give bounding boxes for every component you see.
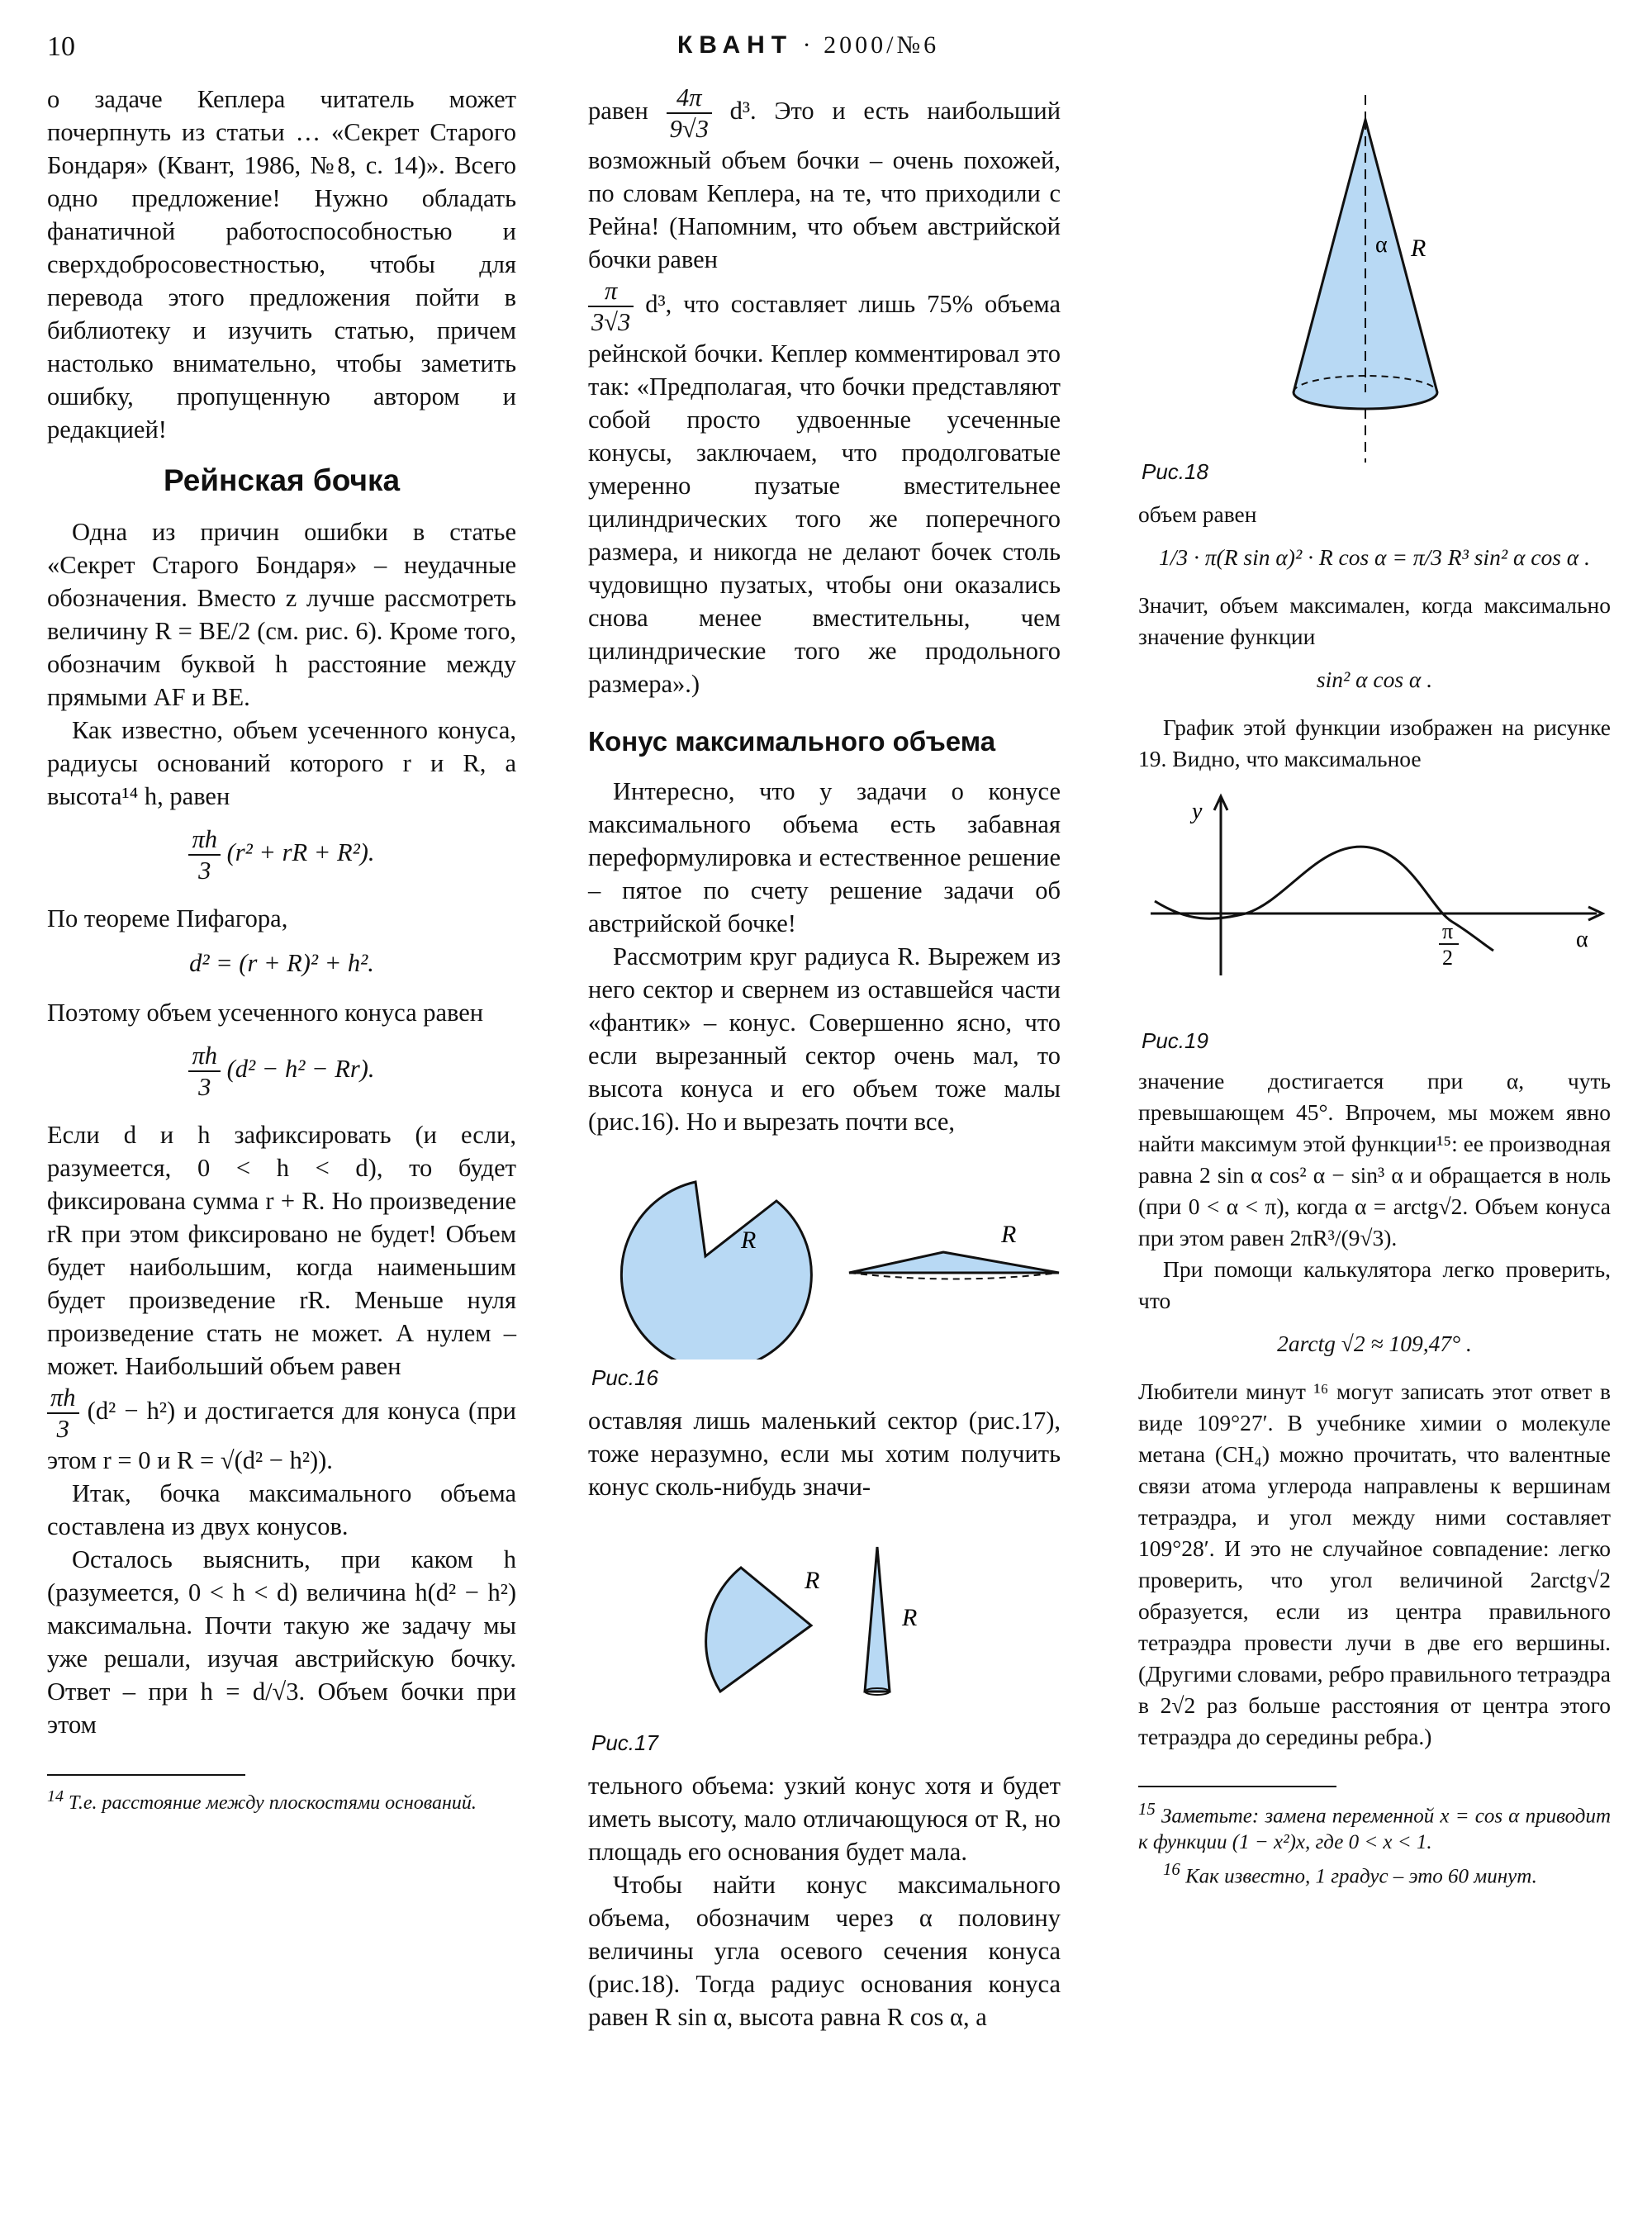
figure-19-graph — [1138, 790, 1611, 1029]
formula-volume-d — [47, 1041, 516, 1102]
paragraph: При помощи калькулятора легко проверить, что — [1138, 1256, 1611, 1313]
formula-function: sin² α cos α . — [1316, 667, 1433, 692]
figure-19 — [1138, 790, 1611, 1054]
frac-den: 9√3 — [667, 112, 712, 144]
frac-den: 3 — [47, 1412, 79, 1444]
cut-circle — [621, 1182, 811, 1359]
footnote-15: $^{15}$ Заметьте: замена переменной x = cos α приводит к функции (1 − x²)x, где 0 < x < 1. — [1138, 1799, 1612, 1854]
fig19-x-label: α — [1576, 927, 1588, 952]
figure-18-caption: Рис.18 — [1142, 459, 1208, 484]
figure-17 — [588, 1518, 1061, 1758]
paragraph: о задаче Кеплера читатель может почерпнуть из статьи … «Секрет Старого Бондаря» (Квант, 1986, №8, с. 14)». Всего одно предложение! Нужно обладать фанатичной работоспособностью и сверхдобросовестностью, чтобы для перевода этого предложения пойти в библиотеку и изучить статью, причем настолько внимательно, чтобы заметить ошибку, пропущенную автором и редакцией! — [47, 85, 516, 444]
figure-16-drawing — [588, 1153, 1061, 1359]
paragraph: оставляя лишь маленький сектор (рис.17), тоже неразумно, если мы хотим получить конус сколь-нибудь значи- — [588, 1407, 1061, 1501]
fig16-label-r2: R — [1001, 1221, 1017, 1248]
figure-17-drawing — [588, 1518, 1061, 1725]
figure-18 — [1138, 83, 1611, 487]
frac-num: 4π — [676, 83, 702, 112]
column-2 — [588, 83, 1061, 2033]
frac-num: πh — [50, 1383, 76, 1412]
fig19-tick-num: π — [1442, 919, 1454, 943]
paragraph: Одна из причин ошибки в статье «Секрет Старого Бондаря» – неудачные обозначения. Вместо z лучше рассмотреть величину R = BE/2 (см. рис. 6). Кроме того, обозначим буквой h расстояние между прямыми AF и BE. — [47, 518, 516, 711]
paragraph — [47, 1383, 516, 1477]
paragraph: Если d и h зафиксировать (и если, разумеется, 0 < h < d), то будет фиксирована сумма r + R. Но произведение rR при этом фиксировано не будет! Объем будет наибольшим, когда наименьшим будет произведение rR. Меньше нуля произведение стать не может. А нулем – может. Наибольший объем равен — [47, 1121, 516, 1380]
paragraph: Рассмотрим круг радиуса R. Вырежем из него сектор и свернем из оставшейся части «фантик» – конус. Совершенно ясно, что если вырезанный сектор очень мал, то высота конуса и его объем тоже малы (рис.16). Но и вырезать почти все, — [588, 942, 1061, 1136]
frac-num: π — [604, 277, 618, 305]
frac-den: 3 — [188, 1070, 221, 1102]
journal-header — [677, 31, 939, 59]
formula-cone-volume: 1/3 · π(R sin α)² · R cos α = π/3 R³ sin² α cos α . — [1159, 544, 1590, 570]
paragraph: Любители минут ¹⁶ могут записать этот ответ в виде 109°27′. В учебнике химии о молекуле метана (CH₄) можно прочитать, что валентные связи атома углерода направлены к вершинам тетраэдра, и угол между ними составляет 109°28′. И это не случайное совпадение: легко проверить, что угол величиной 2arctg√2 образуется, если из центра правильного тетраэдра провести лучи в две его вершины. (Другими словами, ребро правильного тетраэдра в 2√2 раз больше расстояния от центра этого тетраэдра до середины ребра.) — [1138, 1378, 1611, 1749]
figure-19-caption: Рис.19 — [1142, 1028, 1208, 1053]
cone — [1294, 120, 1437, 409]
fig17-label-r2: R — [902, 1604, 918, 1631]
footnote-14: $^{14}$ Т.е. расстояние между плоскостями оснований. — [47, 1787, 477, 1814]
journal-issue: · 2000/№6 — [802, 31, 940, 59]
fig18-alpha: α — [1375, 232, 1388, 258]
frac-num: πh — [192, 1042, 217, 1070]
paragraph: Поэтому объем усеченного конуса равен — [47, 999, 484, 1027]
paragraph: Чтобы найти конус максимального объема, обозначим через α половину величины угла осевого сечения конуса (рис.18). Тогда радиус основания конуса равен R sin α, высота равна R cos α, а — [588, 1871, 1061, 2031]
paragraph: равен $\frac{4\pi}{9√3}$ d³. Это и есть наибольший возможный объем бочки – очень похожей, по словам Кеплера, на те, что приходили с Рейна! (Напомним, что объем австрийской бочки равен — [588, 83, 1061, 273]
fig17-label-r: R — [805, 1567, 820, 1594]
footnote-divider — [1138, 1786, 1336, 1787]
paragraph: Осталось выяснить, при каком h (разумеется, 0 < h < d) величина h(d² − h²) максимальна. Почти такую же задачу мы уже решали, изучая австрийскую бочку. Ответ – при h = d/√3. Объем бочки при этом — [47, 1545, 516, 1739]
paragraph: $\frac{\pi}{3√3}$ d³, что составляет лишь 75% объема рейнской бочки. Кеплер комментировал это так: «Предполагая, что бочки представляют собой просто удвоенные усеченные конусы, заключаем, что продолговатые умеренно пузатые вместительнее цилиндрических того же поперечного размера, и никогда не делают бочек столь чудовищно пузатых, чтобы они оказались снова менее вместительны, чем цилиндрические того же продольного размера».) — [588, 277, 1061, 698]
paragraph: Значит, объем максимален, когда максимально значение функции — [1138, 592, 1611, 649]
fig19-tick-den: 2 — [1442, 946, 1453, 970]
formula-angle: 2arctg √2 ≈ 109,47° . — [1277, 1331, 1472, 1356]
column-3 — [1138, 83, 1611, 1891]
flat-cone — [849, 1252, 1059, 1273]
narrow-cone — [865, 1547, 890, 1692]
paragraph: Как известно, объем усеченного конуса, радиусы оснований которого r и R, а высота¹⁴ h, равен — [47, 716, 516, 810]
frac-den: 3 — [188, 854, 221, 885]
small-sector — [706, 1568, 811, 1692]
section-heading: Рейнская бочка — [163, 463, 401, 497]
figure-17-caption: Рис.17 — [591, 1730, 658, 1755]
page-number: 10 — [47, 31, 75, 62]
fig19-y-label: y — [1192, 799, 1203, 824]
section-heading: Конус максимального объема — [588, 726, 996, 757]
fig18-r: R — [1411, 235, 1427, 262]
paragraph-rest: (d² − h²) и достигается для конуса (при этом r = 0 и R = √(d² − h²)). — [47, 1397, 516, 1474]
formula-rest: (r² + rR + R²). — [226, 838, 375, 866]
footnote-16: $^{16}$ Как известно, 1 градус – это 60 минут. — [1163, 1859, 1537, 1888]
formula-rest: (d² − h² − Rr). — [226, 1055, 375, 1083]
footnote-divider — [47, 1774, 245, 1776]
figure-18-drawing — [1138, 83, 1611, 463]
paragraph: тельного объема: узкий конус хотя и будет иметь высоту, мало отличающуюся от R, но площадь его основания будет мала. — [588, 1772, 1061, 1866]
figure-16 — [588, 1153, 1061, 1393]
paragraph: объем равен — [1138, 501, 1257, 527]
formula-frustum-volume — [47, 824, 516, 885]
paragraph: График этой функции изображен на рисунке 19. Видно, что максимальное — [1138, 714, 1611, 771]
journal-title: КВАНТ — [677, 31, 794, 59]
fig16-label-r: R — [741, 1227, 757, 1254]
formula-pythagoras: d² = (r + R)² + h². — [189, 949, 374, 977]
paragraph: Интересно, что у задачи о конусе максимального объема есть забавная переформулировка и естественное решение – пятое по счету решение задачи об австрийской бочке! — [588, 777, 1061, 937]
paragraph: значение достигается при α, чуть превышающем 45°. Впрочем, мы можем явно найти максимум этой функции¹⁵: ее производная равна 2 sin α cos² α − sin³ α и обращается в ноль (при 0 < α < π), когда α = arctg√2. Объем конуса при этом равен 2πR³/(9√3). — [1138, 1068, 1611, 1250]
paragraph: По теореме Пифагора, — [47, 904, 288, 932]
figure-16-caption: Рис.16 — [591, 1365, 658, 1390]
column-1 — [47, 83, 516, 1815]
paragraph: Итак, бочка максимального объема составлена из двух конусов. — [47, 1479, 516, 1540]
frac-num: πh — [192, 825, 217, 853]
frac-den: 3√3 — [588, 306, 634, 337]
